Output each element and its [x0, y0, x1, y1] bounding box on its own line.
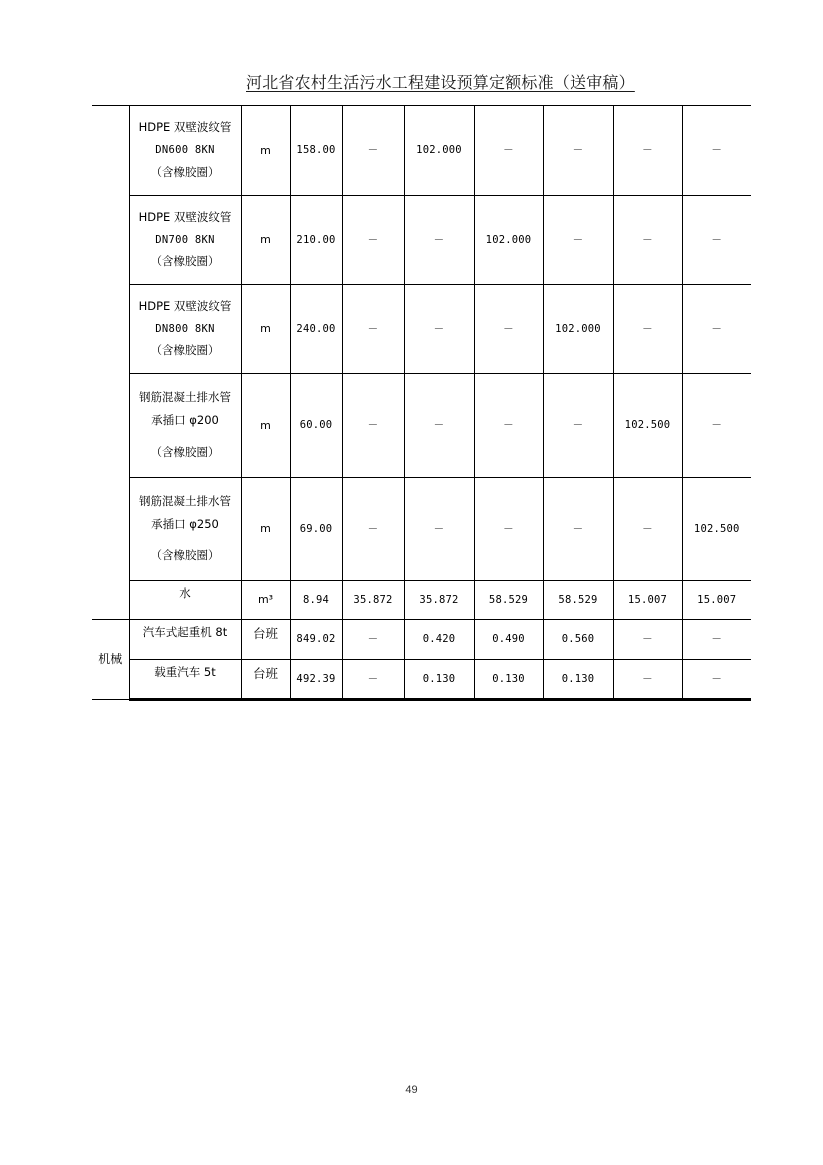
item-spec-line: 承插口 φ200 — [151, 413, 219, 428]
unit-price-cell: 60.00 — [290, 374, 342, 478]
item-name-line: HDPE 双壁波纹管 — [138, 298, 232, 313]
item-spec-line: DN700 8KN — [155, 233, 215, 246]
table-row — [92, 478, 751, 581]
unit-cell: 台班 — [241, 620, 290, 660]
unit-price-cell: 8.94 — [290, 581, 342, 620]
quantity-cell: － — [342, 478, 404, 581]
unit-price-cell: 849.02 — [290, 620, 342, 660]
unit-price-cell: 492.39 — [290, 660, 342, 700]
document-header-title: 河北省农村生活污水工程建设预算定额标准（送审稿） — [246, 73, 635, 92]
quantity-cell: － — [474, 374, 543, 478]
item-spec-line: DN800 8KN — [155, 322, 215, 335]
quantity-cell: － — [613, 285, 682, 374]
unit-price-cell: 158.00 — [290, 106, 342, 196]
quantity-cell: － — [682, 106, 751, 196]
item-name-line: 水 — [179, 586, 191, 600]
unit-cell: 台班 — [241, 660, 290, 700]
unit-price-cell: 240.00 — [290, 285, 342, 374]
quantity-cell: － — [682, 620, 751, 660]
item-name-cell — [129, 106, 241, 196]
quantity-cell: － — [543, 374, 613, 478]
quantity-cell: － — [543, 196, 613, 285]
item-note-line: （含橡胶圈） — [150, 343, 220, 358]
unit-cell: m — [241, 106, 290, 196]
item-note-line: （含橡胶圈） — [150, 444, 220, 459]
item-name-cell — [129, 660, 241, 700]
quantity-cell: 0.130 — [404, 660, 474, 700]
quantity-cell: － — [404, 374, 474, 478]
quantity-cell: 0.560 — [543, 620, 613, 660]
quantity-cell: － — [682, 374, 751, 478]
item-spec-line: 承插口 φ250 — [151, 516, 219, 531]
unit-price-cell: 210.00 — [290, 196, 342, 285]
unit-price-cell: 69.00 — [290, 478, 342, 581]
item-name-line: 载重汽车 5t — [154, 665, 216, 679]
unit-cell: m — [241, 285, 290, 374]
quantity-cell: － — [404, 285, 474, 374]
item-spec-line: DN600 8KN — [155, 144, 215, 157]
quantity-cell: 15.007 — [682, 581, 751, 620]
quantity-cell: － — [404, 478, 474, 581]
item-name-cell — [129, 285, 241, 374]
quantity-cell: － — [543, 106, 613, 196]
unit-cell: m — [241, 478, 290, 581]
quantity-cell: 0.130 — [474, 660, 543, 700]
table-row — [92, 581, 751, 620]
quantity-cell: － — [342, 620, 404, 660]
item-note-line: （含橡胶圈） — [150, 164, 220, 179]
item-note-line: （含橡胶圈） — [150, 548, 220, 563]
quantity-cell: 0.420 — [404, 620, 474, 660]
quantity-cell: － — [342, 374, 404, 478]
quantity-cell: － — [682, 285, 751, 374]
item-name-line: 钢筋混凝土排水管 — [139, 390, 231, 405]
quantity-cell: 58.529 — [543, 581, 613, 620]
quantity-cell: － — [342, 196, 404, 285]
table-row — [92, 196, 751, 285]
item-name-line: 汽车式起重机 8t — [142, 625, 228, 639]
quantity-cell: 102.500 — [682, 478, 751, 581]
quantity-cell: 102.000 — [404, 106, 474, 196]
quantity-cell: － — [404, 196, 474, 285]
unit-cell: m³ — [241, 581, 290, 620]
quantity-cell: 0.130 — [543, 660, 613, 700]
quantity-cell: － — [543, 478, 613, 581]
quantity-cell: 35.872 — [342, 581, 404, 620]
quantity-cell: 15.007 — [613, 581, 682, 620]
item-name-cell — [129, 196, 241, 285]
unit-cell: m — [241, 374, 290, 478]
quantity-cell: － — [613, 660, 682, 700]
item-name-cell — [129, 581, 241, 620]
page-number: 49 — [405, 1084, 418, 1096]
quantity-cell: 102.000 — [543, 285, 613, 374]
item-name-line: HDPE 双壁波纹管 — [138, 209, 232, 224]
item-name-cell — [129, 478, 241, 581]
quantity-cell: － — [342, 660, 404, 700]
quantity-cell: － — [342, 285, 404, 374]
item-note-line: （含橡胶圈） — [150, 254, 220, 269]
quantity-cell: － — [342, 106, 404, 196]
quantity-cell: － — [613, 196, 682, 285]
quantity-cell: － — [682, 196, 751, 285]
quantity-cell: － — [474, 106, 543, 196]
item-name-cell — [129, 374, 241, 478]
quantity-cell: － — [474, 478, 543, 581]
quantity-cell: － — [474, 285, 543, 374]
quantity-cell: 102.500 — [613, 374, 682, 478]
category-cell-material — [92, 106, 129, 620]
item-name-cell — [129, 620, 241, 660]
quantity-cell: － — [613, 478, 682, 581]
quantity-cell: 58.529 — [474, 581, 543, 620]
table-row — [92, 374, 751, 478]
table-row — [92, 620, 751, 660]
quantity-cell: － — [682, 660, 751, 700]
quantity-cell: 102.000 — [474, 196, 543, 285]
table-row — [92, 285, 751, 374]
category-cell-machinery: 机械 — [92, 620, 129, 700]
quantity-cell: － — [613, 620, 682, 660]
item-name-line: HDPE 双壁波纹管 — [138, 120, 232, 135]
item-name-line: 钢筋混凝土排水管 — [139, 493, 231, 508]
quantity-cell: 0.490 — [474, 620, 543, 660]
quota-table — [92, 105, 751, 701]
quantity-cell: 35.872 — [404, 581, 474, 620]
table-row — [92, 106, 751, 196]
table-row — [92, 660, 751, 700]
unit-cell: m — [241, 196, 290, 285]
quantity-cell: － — [613, 106, 682, 196]
